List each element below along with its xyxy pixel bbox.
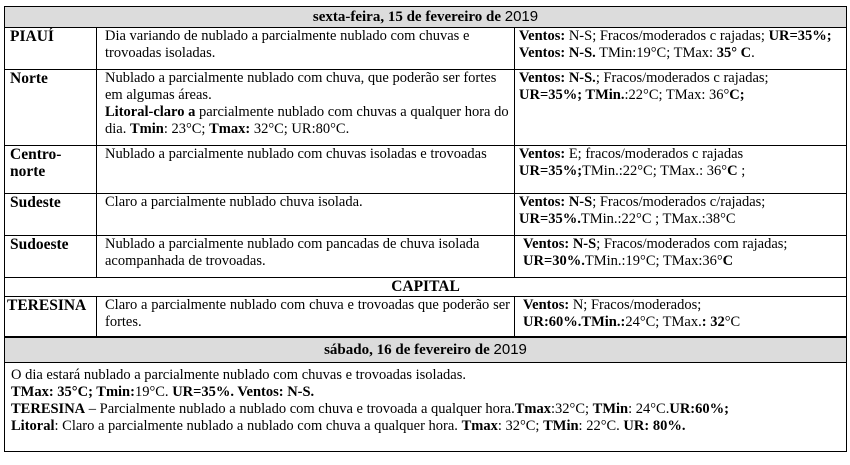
day2-humidity-wind: UR=35%. Ventos: N-S. [172,383,315,400]
punctuation: ; [737,163,746,179]
tmax-value: 35° C [716,45,752,61]
day1-year: 2019 [504,8,539,25]
row-piaui [5,28,847,70]
wind-piaui [515,28,847,70]
row-teresina [5,297,847,337]
day1-header-row [5,7,847,28]
region-line: norte [10,163,46,180]
region-piaui: PIAUÍ [5,28,97,70]
day2-temps-label: TMax: 35°C; Tmin: [11,383,135,400]
wind-label: Ventos: N-S. [519,45,596,61]
day2-date-label: sábado, 16 de fevereiro de [324,341,490,358]
tmax-label: Tmax [514,400,551,417]
day2-litoral-desc: : Claro a parcialmente nublado a nublado com chuva a qualquer hora. [54,417,462,434]
wind-text: ; Fracos/moderados c/rajadas; [592,194,766,210]
wind-text: ; Fracos/moderados com rajadas; [596,236,788,252]
desc-piaui: Dia variando de nublado a parcialmente nublado com chuvas e trovoadas isoladas. [97,28,515,70]
humidity-value: UR=35%; [519,87,583,103]
wind-text: N-S; Fracos/moderados c rajadas; [565,28,769,44]
unit: °C [724,314,741,330]
unit: C; [729,87,745,103]
day2-teresina-label: TERESINA [11,400,86,417]
region-sudeste: Sudeste [5,194,97,236]
tmax-value: 32 [706,314,725,330]
humidity-value: UR=35%. [519,211,581,227]
tmin-value: : 22°C. [578,417,624,434]
desc-centro-norte: Nublado a parcialmente nublado com chuvas isoladas e trovoadas [97,146,515,194]
tmin-label: TMin [543,417,579,434]
wind-centro-norte [515,146,847,194]
day2-header-row [5,337,847,363]
humidity-value: UR=35%; [768,28,832,44]
day2-summary: O dia estará nublado a parcialmente nublado com chuvas e trovoadas isoladas. [11,366,466,383]
capital-header-row [5,278,847,297]
day2-teresina-desc: – Parcialmente nublado a nublado com chuva e trovoada a qualquer hora. [85,400,515,417]
tmin-label: TMin. [582,87,625,103]
unit: C [722,253,734,269]
wind-label: Ventos: N-S [523,236,597,252]
wind-label: Ventos: [523,297,570,313]
temperature-text: TMin:19°C; TMax: [595,45,717,61]
tmin-label: TMin [592,400,629,417]
tmin-value: : 24°C. [628,400,670,417]
wind-teresina [515,297,847,337]
desc-norte-litoral: parcialmente nublado com chuvas a qualquer hora do dia. [105,104,509,137]
humidity-value: UR:60%.TMin.: [523,314,626,330]
humidity-value: UR=30%. [523,253,585,269]
wind-label: Ventos: N-S. [519,70,596,86]
day2-header [5,337,847,363]
desc-teresina: Claro a parcialmente nublado com chuva e trovoadas que poderão ser fortes. [97,297,515,337]
region-centro-norte [5,146,97,194]
wind-text: E; fracos/moderados c rajadas [565,146,744,162]
humidity-value: UR=35%; [519,163,583,179]
unit: C [727,163,738,179]
day1-date-label: sexta-feira, 15 de fevereiro de [312,9,501,25]
row-sudeste [5,194,847,236]
row-norte [5,70,847,146]
region-teresina: TERESINA [5,297,97,337]
wind-norte [515,70,847,146]
day2-tmin: 19°C. [134,383,173,400]
humidity-value: UR:60%; [669,400,729,417]
desc-sudoeste: Nublado a parcialmente nublado com pancadas de chuva isolada acompanhada de trovoadas. [97,236,515,278]
tmax-label: Tmax: [209,121,251,137]
wind-sudeste [515,194,847,236]
wind-label: Ventos: [519,28,566,44]
wind-sudoeste [515,236,847,278]
tmin-value: : 23°C; [163,121,210,137]
desc-sudeste: Claro a parcialmente nublado chuva isolada. [97,194,515,236]
wind-text: ; Fracos/moderados c rajadas; [595,70,769,86]
tmax-value: : 32°C; [497,417,544,434]
humidity-value: UR: 80%. [623,417,686,434]
litoral-label: Litoral-claro a [105,104,196,120]
punctuation: . [751,45,755,61]
wind-label: Ventos: N-S [519,194,593,210]
temperature-text: TMin.:22°C ; TMax.:38°C [580,211,736,227]
temperature-text: TMin.:22°C; TMax.: 36° [582,163,728,179]
temperature-text: :22°C; TMax: 36° [624,87,730,103]
day1-header [5,7,847,28]
day2-litoral-label: Litoral [11,417,55,434]
day2-body-row [5,362,847,451]
punctuation: : [701,314,707,330]
region-line: Centro- [10,146,62,163]
tmax-label: Tmax [461,417,498,434]
wind-label: Ventos: [519,146,566,162]
desc-norte [97,70,515,146]
row-centro-norte [5,146,847,194]
wind-text: N; Fracos/moderados; [569,297,702,313]
region-sudoeste: Sudoeste [5,236,97,278]
desc-norte-line: Nublado a parcialmente nublado com chuva, que poderão ser fortes em algumas áreas. [105,70,497,103]
day2-year: 2019 [493,340,527,358]
tmax-value: 32°C; UR:80°C. [250,121,350,137]
region-norte: Norte [5,70,97,146]
tmin-label: Tmin [129,121,164,137]
row-sudoeste [5,236,847,278]
forecast-table [4,6,847,452]
tmax-value: :32°C; [551,400,593,417]
temperature-text: 24°C; TMax. [625,314,702,330]
temperature-text: TMin.:19°C; TMax:36° [584,253,723,269]
day2-body [5,362,847,451]
capital-header: CAPITAL [5,278,847,297]
